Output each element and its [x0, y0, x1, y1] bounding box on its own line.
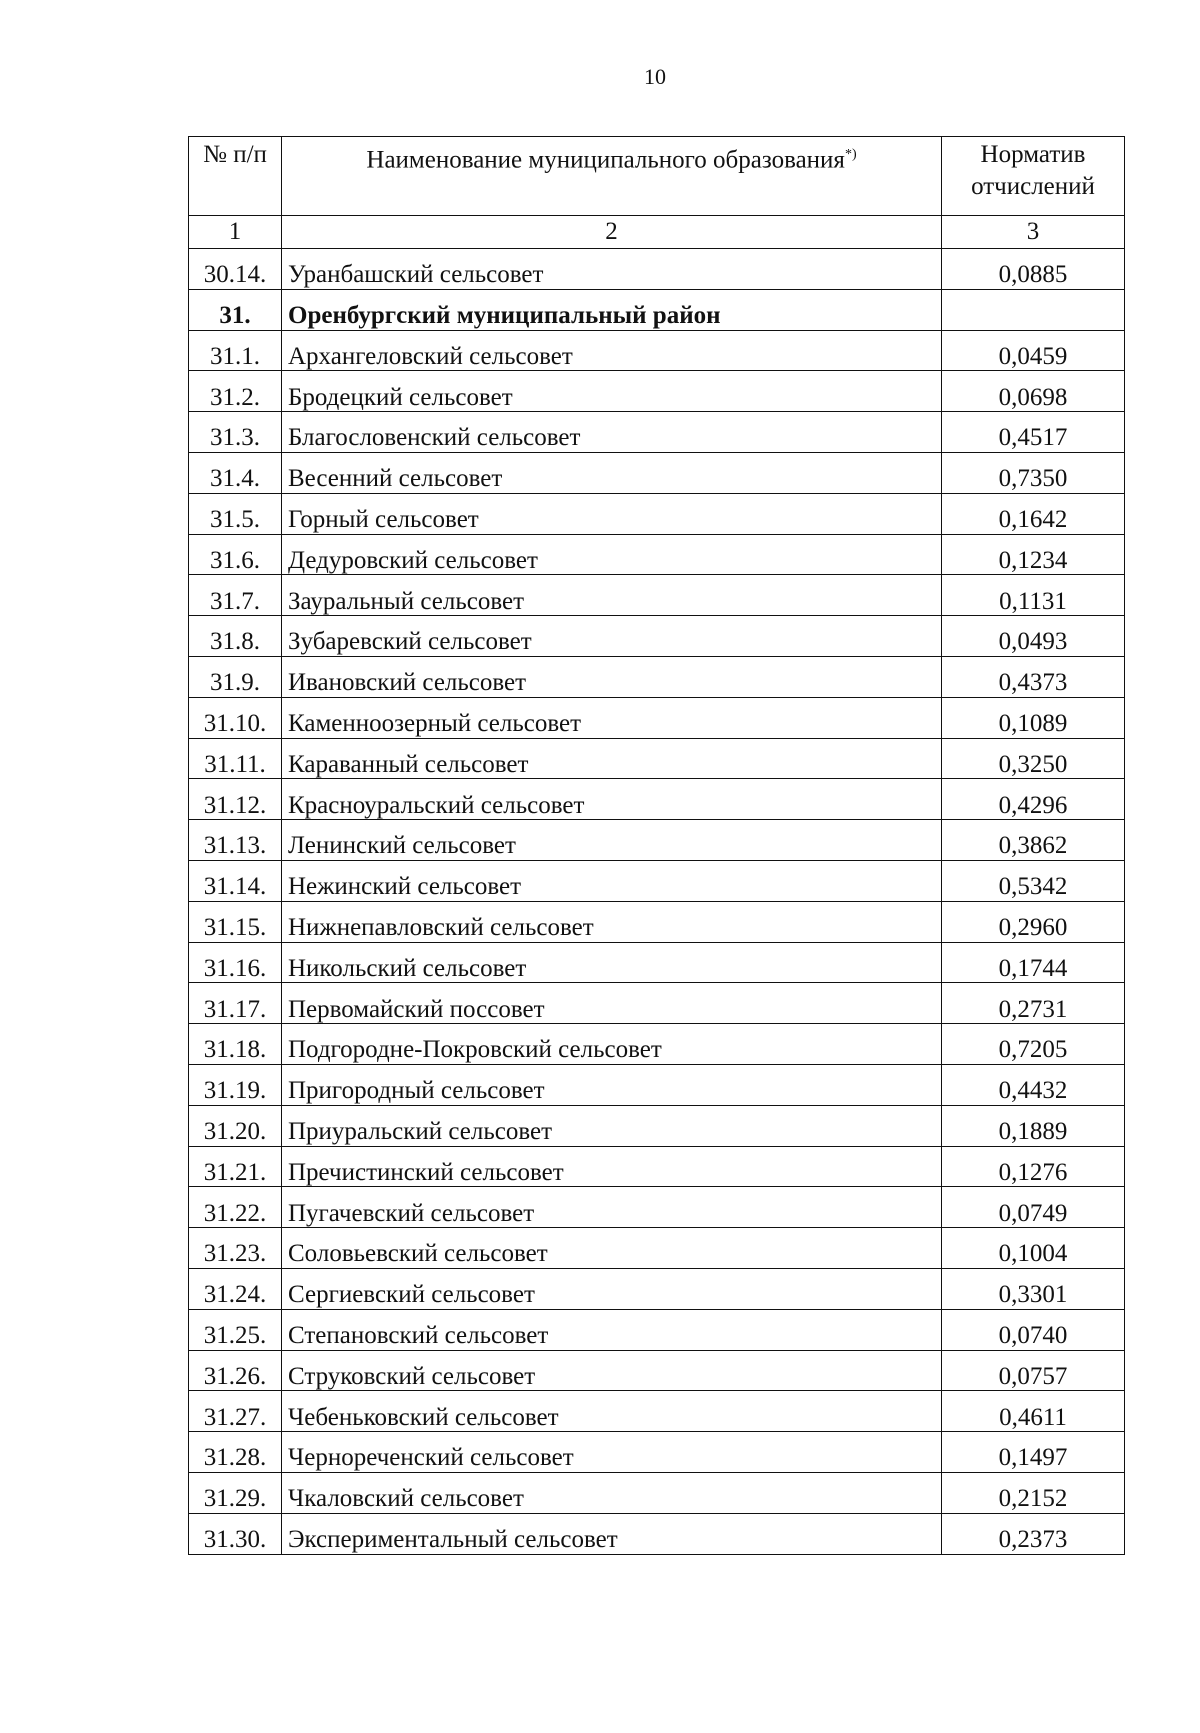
- table-row: [189, 1105, 1125, 1146]
- table-row: [189, 1064, 1125, 1105]
- table-row: [189, 779, 1125, 820]
- row-name: Архангеловский сельсовет: [282, 330, 942, 371]
- table-row: [189, 983, 1125, 1024]
- row-value: 0,0885: [942, 249, 1125, 290]
- row-number: 31.4.: [189, 452, 282, 493]
- row-value: 0,2152: [942, 1472, 1125, 1513]
- table-row: [189, 452, 1125, 493]
- table-row: [189, 901, 1125, 942]
- row-number: 31.10.: [189, 697, 282, 738]
- row-number: 31.29.: [189, 1472, 282, 1513]
- row-value: 0,5342: [942, 860, 1125, 901]
- row-number: 31.11.: [189, 738, 282, 779]
- row-value: 0,1642: [942, 493, 1125, 534]
- header-value: Норматив отчислений: [942, 137, 1125, 216]
- row-value: 0,0749: [942, 1187, 1125, 1228]
- row-value: 0,2373: [942, 1513, 1125, 1554]
- row-name: Зауральный сельсовет: [282, 575, 942, 616]
- table-row: [189, 820, 1125, 861]
- table-row: [189, 697, 1125, 738]
- row-name: Пречистинский сельсовет: [282, 1146, 942, 1187]
- row-name: Струковский сельсовет: [282, 1350, 942, 1391]
- row-name: Чкаловский сельсовет: [282, 1472, 942, 1513]
- row-name: Бродецкий сельсовет: [282, 371, 942, 412]
- row-value: 0,1276: [942, 1146, 1125, 1187]
- row-value: 0,0757: [942, 1350, 1125, 1391]
- row-value: 0,1744: [942, 942, 1125, 983]
- header-footnote-mark: *): [844, 147, 857, 162]
- row-name: Караванный сельсовет: [282, 738, 942, 779]
- row-name: Ленинский сельсовет: [282, 820, 942, 861]
- table-row: [189, 942, 1125, 983]
- header-name-text: Наименование муниципального образования: [366, 146, 845, 174]
- row-name: Дедуровский сельсовет: [282, 534, 942, 575]
- row-name: Чернореченский сельсовет: [282, 1432, 942, 1473]
- row-number: 31.17.: [189, 983, 282, 1024]
- table-row: [189, 1513, 1125, 1554]
- column-number: 3: [942, 216, 1125, 249]
- row-name: Пригородный сельсовет: [282, 1064, 942, 1105]
- column-number-row: [189, 216, 1125, 249]
- column-number: 2: [282, 216, 942, 249]
- header-num: № п/п: [189, 137, 282, 216]
- row-number: 31.: [189, 289, 282, 330]
- table-row: [189, 1309, 1125, 1350]
- row-name: Нежинский сельсовет: [282, 860, 942, 901]
- row-number: 30.14.: [189, 249, 282, 290]
- row-name: Первомайский поссовет: [282, 983, 942, 1024]
- table-header-row: [189, 137, 1125, 216]
- norms-table-body: [189, 137, 1125, 1555]
- norms-table: [188, 136, 1125, 1555]
- table-row: [189, 493, 1125, 534]
- row-value: 0,1234: [942, 534, 1125, 575]
- row-name: Пугачевский сельсовет: [282, 1187, 942, 1228]
- row-number: 31.23.: [189, 1228, 282, 1269]
- row-number: 31.21.: [189, 1146, 282, 1187]
- row-value: 0,0493: [942, 616, 1125, 657]
- table-row: [189, 330, 1125, 371]
- row-value: 0,0698: [942, 371, 1125, 412]
- row-number: 31.18.: [189, 1024, 282, 1065]
- table-row: [189, 1187, 1125, 1228]
- row-name: Нижнепавловский сельсовет: [282, 901, 942, 942]
- row-number: 31.14.: [189, 860, 282, 901]
- row-value: 0,4296: [942, 779, 1125, 820]
- row-value: 0,7350: [942, 452, 1125, 493]
- row-number: 31.12.: [189, 779, 282, 820]
- row-number: 31.24.: [189, 1268, 282, 1309]
- table-row: [189, 412, 1125, 453]
- row-number: 31.25.: [189, 1309, 282, 1350]
- row-number: 31.16.: [189, 942, 282, 983]
- row-value: 0,0459: [942, 330, 1125, 371]
- row-value: 0,4611: [942, 1391, 1125, 1432]
- row-name: Соловьевский сельсовет: [282, 1228, 942, 1269]
- row-number: 31.28.: [189, 1432, 282, 1473]
- row-value: 0,4432: [942, 1064, 1125, 1105]
- table-row: [189, 249, 1125, 290]
- row-name: Весенний сельсовет: [282, 452, 942, 493]
- table-row: [189, 534, 1125, 575]
- table-row: [189, 1391, 1125, 1432]
- row-name: Горный сельсовет: [282, 493, 942, 534]
- row-value: 0,3250: [942, 738, 1125, 779]
- row-value: 0,1497: [942, 1432, 1125, 1473]
- row-number: 31.19.: [189, 1064, 282, 1105]
- row-number: 31.8.: [189, 616, 282, 657]
- row-number: 31.22.: [189, 1187, 282, 1228]
- table-row: [189, 860, 1125, 901]
- row-number: 31.26.: [189, 1350, 282, 1391]
- row-value: 0,0740: [942, 1309, 1125, 1350]
- table-row: [189, 1432, 1125, 1473]
- row-name: Экспериментальный сельсовет: [282, 1513, 942, 1554]
- row-value: 0,4517: [942, 412, 1125, 453]
- header-name: [282, 137, 942, 216]
- row-name: Степановский сельсовет: [282, 1309, 942, 1350]
- row-value: [942, 289, 1125, 330]
- table-row: [189, 1268, 1125, 1309]
- row-value: 0,1004: [942, 1228, 1125, 1269]
- row-number: 31.20.: [189, 1105, 282, 1146]
- row-name: Никольский сельсовет: [282, 942, 942, 983]
- row-name: Чебеньковский сельсовет: [282, 1391, 942, 1432]
- table-section-row: [189, 289, 1125, 330]
- row-name: Зубаревский сельсовет: [282, 616, 942, 657]
- row-value: 0,3862: [942, 820, 1125, 861]
- row-number: 31.15.: [189, 901, 282, 942]
- row-value: 0,7205: [942, 1024, 1125, 1065]
- row-name: Благословенский сельсовет: [282, 412, 942, 453]
- row-number: 31.30.: [189, 1513, 282, 1554]
- table-row: [189, 738, 1125, 779]
- row-value: 0,1889: [942, 1105, 1125, 1146]
- row-name: Оренбургский муниципальный район: [282, 289, 942, 330]
- row-value: 0,3301: [942, 1268, 1125, 1309]
- row-name: Уранбашский сельсовет: [282, 249, 942, 290]
- row-number: 31.13.: [189, 820, 282, 861]
- table-row: [189, 616, 1125, 657]
- row-number: 31.27.: [189, 1391, 282, 1432]
- table-row: [189, 371, 1125, 412]
- row-name: Ивановский сельсовет: [282, 656, 942, 697]
- table-row: [189, 656, 1125, 697]
- table-row: [189, 1350, 1125, 1391]
- column-number: 1: [189, 216, 282, 249]
- table-row: [189, 1472, 1125, 1513]
- row-number: 31.9.: [189, 656, 282, 697]
- page-number: 10: [644, 64, 666, 89]
- row-number: 31.5.: [189, 493, 282, 534]
- row-value: 0,1089: [942, 697, 1125, 738]
- row-number: 31.7.: [189, 575, 282, 616]
- row-value: 0,1131: [942, 575, 1125, 616]
- row-name: Красноуральский сельсовет: [282, 779, 942, 820]
- row-number: 31.1.: [189, 330, 282, 371]
- row-number: 31.6.: [189, 534, 282, 575]
- table-row: [189, 1146, 1125, 1187]
- table-row: [189, 1228, 1125, 1269]
- row-value: 0,2731: [942, 983, 1125, 1024]
- table-row: [189, 1024, 1125, 1065]
- row-value: 0,2960: [942, 901, 1125, 942]
- row-name: Каменноозерный сельсовет: [282, 697, 942, 738]
- row-number: 31.3.: [189, 412, 282, 453]
- row-name: Сергиевский сельсовет: [282, 1268, 942, 1309]
- row-value: 0,4373: [942, 656, 1125, 697]
- row-number: 31.2.: [189, 371, 282, 412]
- row-name: Приуральский сельсовет: [282, 1105, 942, 1146]
- table-row: [189, 575, 1125, 616]
- row-name: Подгородне-Покровский сельсовет: [282, 1024, 942, 1065]
